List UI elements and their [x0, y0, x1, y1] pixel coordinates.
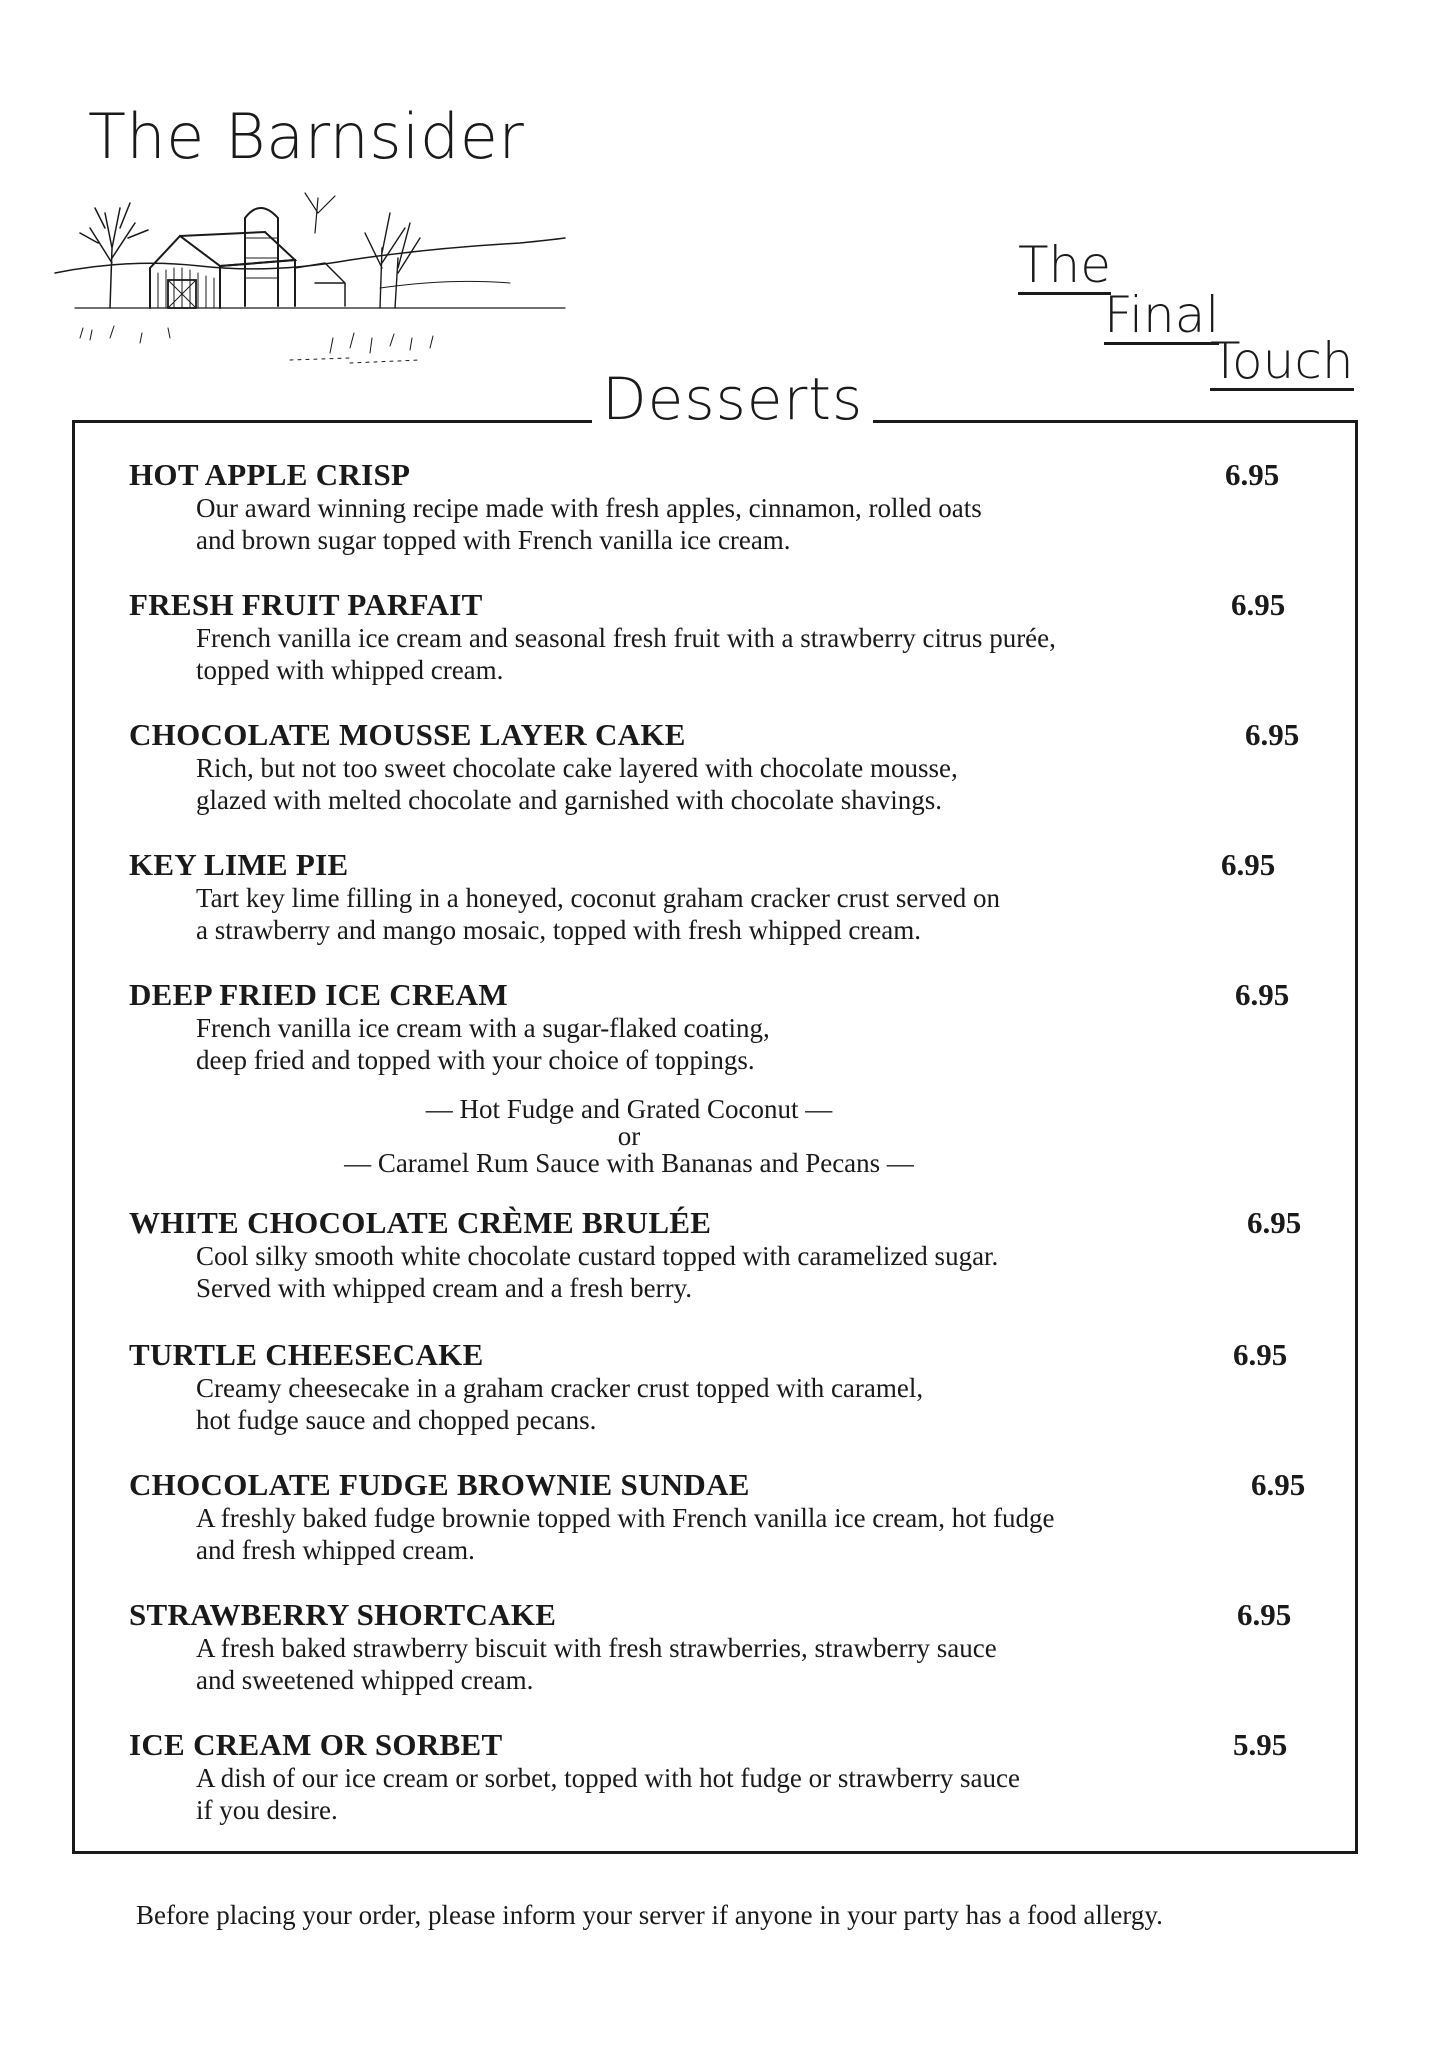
- section-heading: Desserts: [592, 370, 873, 428]
- topping-separator: or: [617, 1121, 641, 1151]
- item-description-line: A dish of our ice cream or sorbet, topped with hot fudge or strawberry sauce: [196, 1763, 1021, 1793]
- item-description-line: Our award winning recipe made with fresh apples, cinnamon, rolled oats: [196, 493, 982, 523]
- item-price: 6.95: [1233, 1337, 1288, 1372]
- item-description-line: if you desire.: [196, 1795, 338, 1825]
- menu-item: [129, 1338, 1329, 1436]
- menu-item: [129, 1468, 1329, 1566]
- item-price: 6.95: [1231, 587, 1286, 622]
- item-description: [196, 622, 1246, 686]
- item-name: STRAWBERRY SHORTCAKE: [129, 1597, 557, 1632]
- item-description-line: Tart key lime filling in a honeyed, coconut graham cracker crust served on: [196, 883, 1001, 913]
- item-description-line: and fresh whipped cream.: [196, 1535, 475, 1565]
- menu-item: [129, 458, 1329, 556]
- item-description: [196, 1632, 1246, 1696]
- item-price: 6.95: [1221, 847, 1276, 882]
- item-description: [196, 492, 1246, 556]
- item-description-line: glazed with melted chocolate and garnished with chocolate shavings.: [196, 785, 943, 815]
- tagline-final: Final: [1104, 286, 1220, 344]
- menu-item: [129, 848, 1329, 946]
- item-name: WHITE CHOCOLATE CRÈME BRULÉE: [129, 1205, 712, 1240]
- item-description-line: A freshly baked fudge brownie topped with French vanilla ice cream, hot fudge: [196, 1503, 1055, 1533]
- topping-option: — Hot Fudge and Grated Coconut —: [425, 1094, 833, 1124]
- item-description-line: Served with whipped cream and a fresh berry.: [196, 1273, 693, 1303]
- menu-item: [129, 1598, 1329, 1696]
- item-description-line: Cool silky smooth white chocolate custard topped with caramelized sugar.: [196, 1241, 999, 1271]
- item-description-line: a strawberry and mango mosaic, topped with fresh whipped cream.: [196, 915, 922, 945]
- item-description-line: A fresh baked strawberry biscuit with fresh strawberries, strawberry sauce: [196, 1633, 997, 1663]
- topping-options: [129, 1096, 1129, 1177]
- item-name: CHOCOLATE MOUSSE LAYER CAKE: [129, 717, 686, 752]
- barn-illustration: [50, 188, 570, 388]
- item-description-line: French vanilla ice cream with a sugar-flaked coating,: [196, 1013, 770, 1043]
- restaurant-title: The Barnsider: [88, 100, 525, 173]
- item-name: FRESH FRUIT PARFAIT: [129, 587, 483, 622]
- item-price: 6.95: [1251, 1467, 1306, 1502]
- item-description: [196, 1240, 1246, 1304]
- tagline-touch: Touch: [1210, 332, 1354, 390]
- item-name: DEEP FRIED ICE CREAM: [129, 977, 508, 1012]
- item-price: 6.95: [1237, 1597, 1292, 1632]
- item-name: KEY LIME PIE: [129, 847, 349, 882]
- tagline-the: The: [1018, 236, 1111, 294]
- item-description: [196, 1502, 1246, 1566]
- item-description-line: and sweetened whipped cream.: [196, 1665, 534, 1695]
- item-description-line: hot fudge sauce and chopped pecans.: [196, 1405, 597, 1435]
- item-description-line: topped with whipped cream.: [196, 655, 504, 685]
- menu-item: [129, 718, 1329, 816]
- item-price: 6.95: [1247, 1205, 1302, 1240]
- menu-item: [129, 1206, 1329, 1304]
- item-description-line: Rich, but not too sweet chocolate cake layered with chocolate mousse,: [196, 753, 958, 783]
- item-price: 6.95: [1225, 457, 1280, 492]
- item-name: TURTLE CHEESECAKE: [129, 1337, 484, 1372]
- item-description: [196, 752, 1246, 816]
- menu-item: [129, 1728, 1329, 1826]
- item-name: HOT APPLE CRISP: [129, 457, 411, 492]
- item-description-line: Creamy cheesecake in a graham cracker crust topped with caramel,: [196, 1373, 924, 1403]
- item-price: 6.95: [1235, 977, 1290, 1012]
- item-description: [196, 882, 1246, 946]
- item-price: 5.95: [1233, 1727, 1288, 1762]
- topping-option: — Caramel Rum Sauce with Bananas and Pecans —: [344, 1148, 914, 1178]
- item-description-line: French vanilla ice cream and seasonal fresh fruit with a strawberry citrus purée,: [196, 623, 1056, 653]
- item-description-line: and brown sugar topped with French vanilla ice cream.: [196, 525, 791, 555]
- item-description: [196, 1372, 1246, 1436]
- item-description-line: deep fried and topped with your choice of toppings.: [196, 1045, 755, 1075]
- item-name: ICE CREAM OR SORBET: [129, 1727, 503, 1762]
- item-description: [196, 1762, 1246, 1826]
- item-name: CHOCOLATE FUDGE BROWNIE SUNDAE: [129, 1467, 750, 1502]
- allergy-note: Before placing your order, please inform your server if anyone in your party has a food allergy.: [136, 1900, 1163, 1930]
- menu-item: [129, 978, 1329, 1076]
- menu-item: [129, 588, 1329, 686]
- item-price: 6.95: [1245, 717, 1300, 752]
- item-description: [196, 1012, 1246, 1076]
